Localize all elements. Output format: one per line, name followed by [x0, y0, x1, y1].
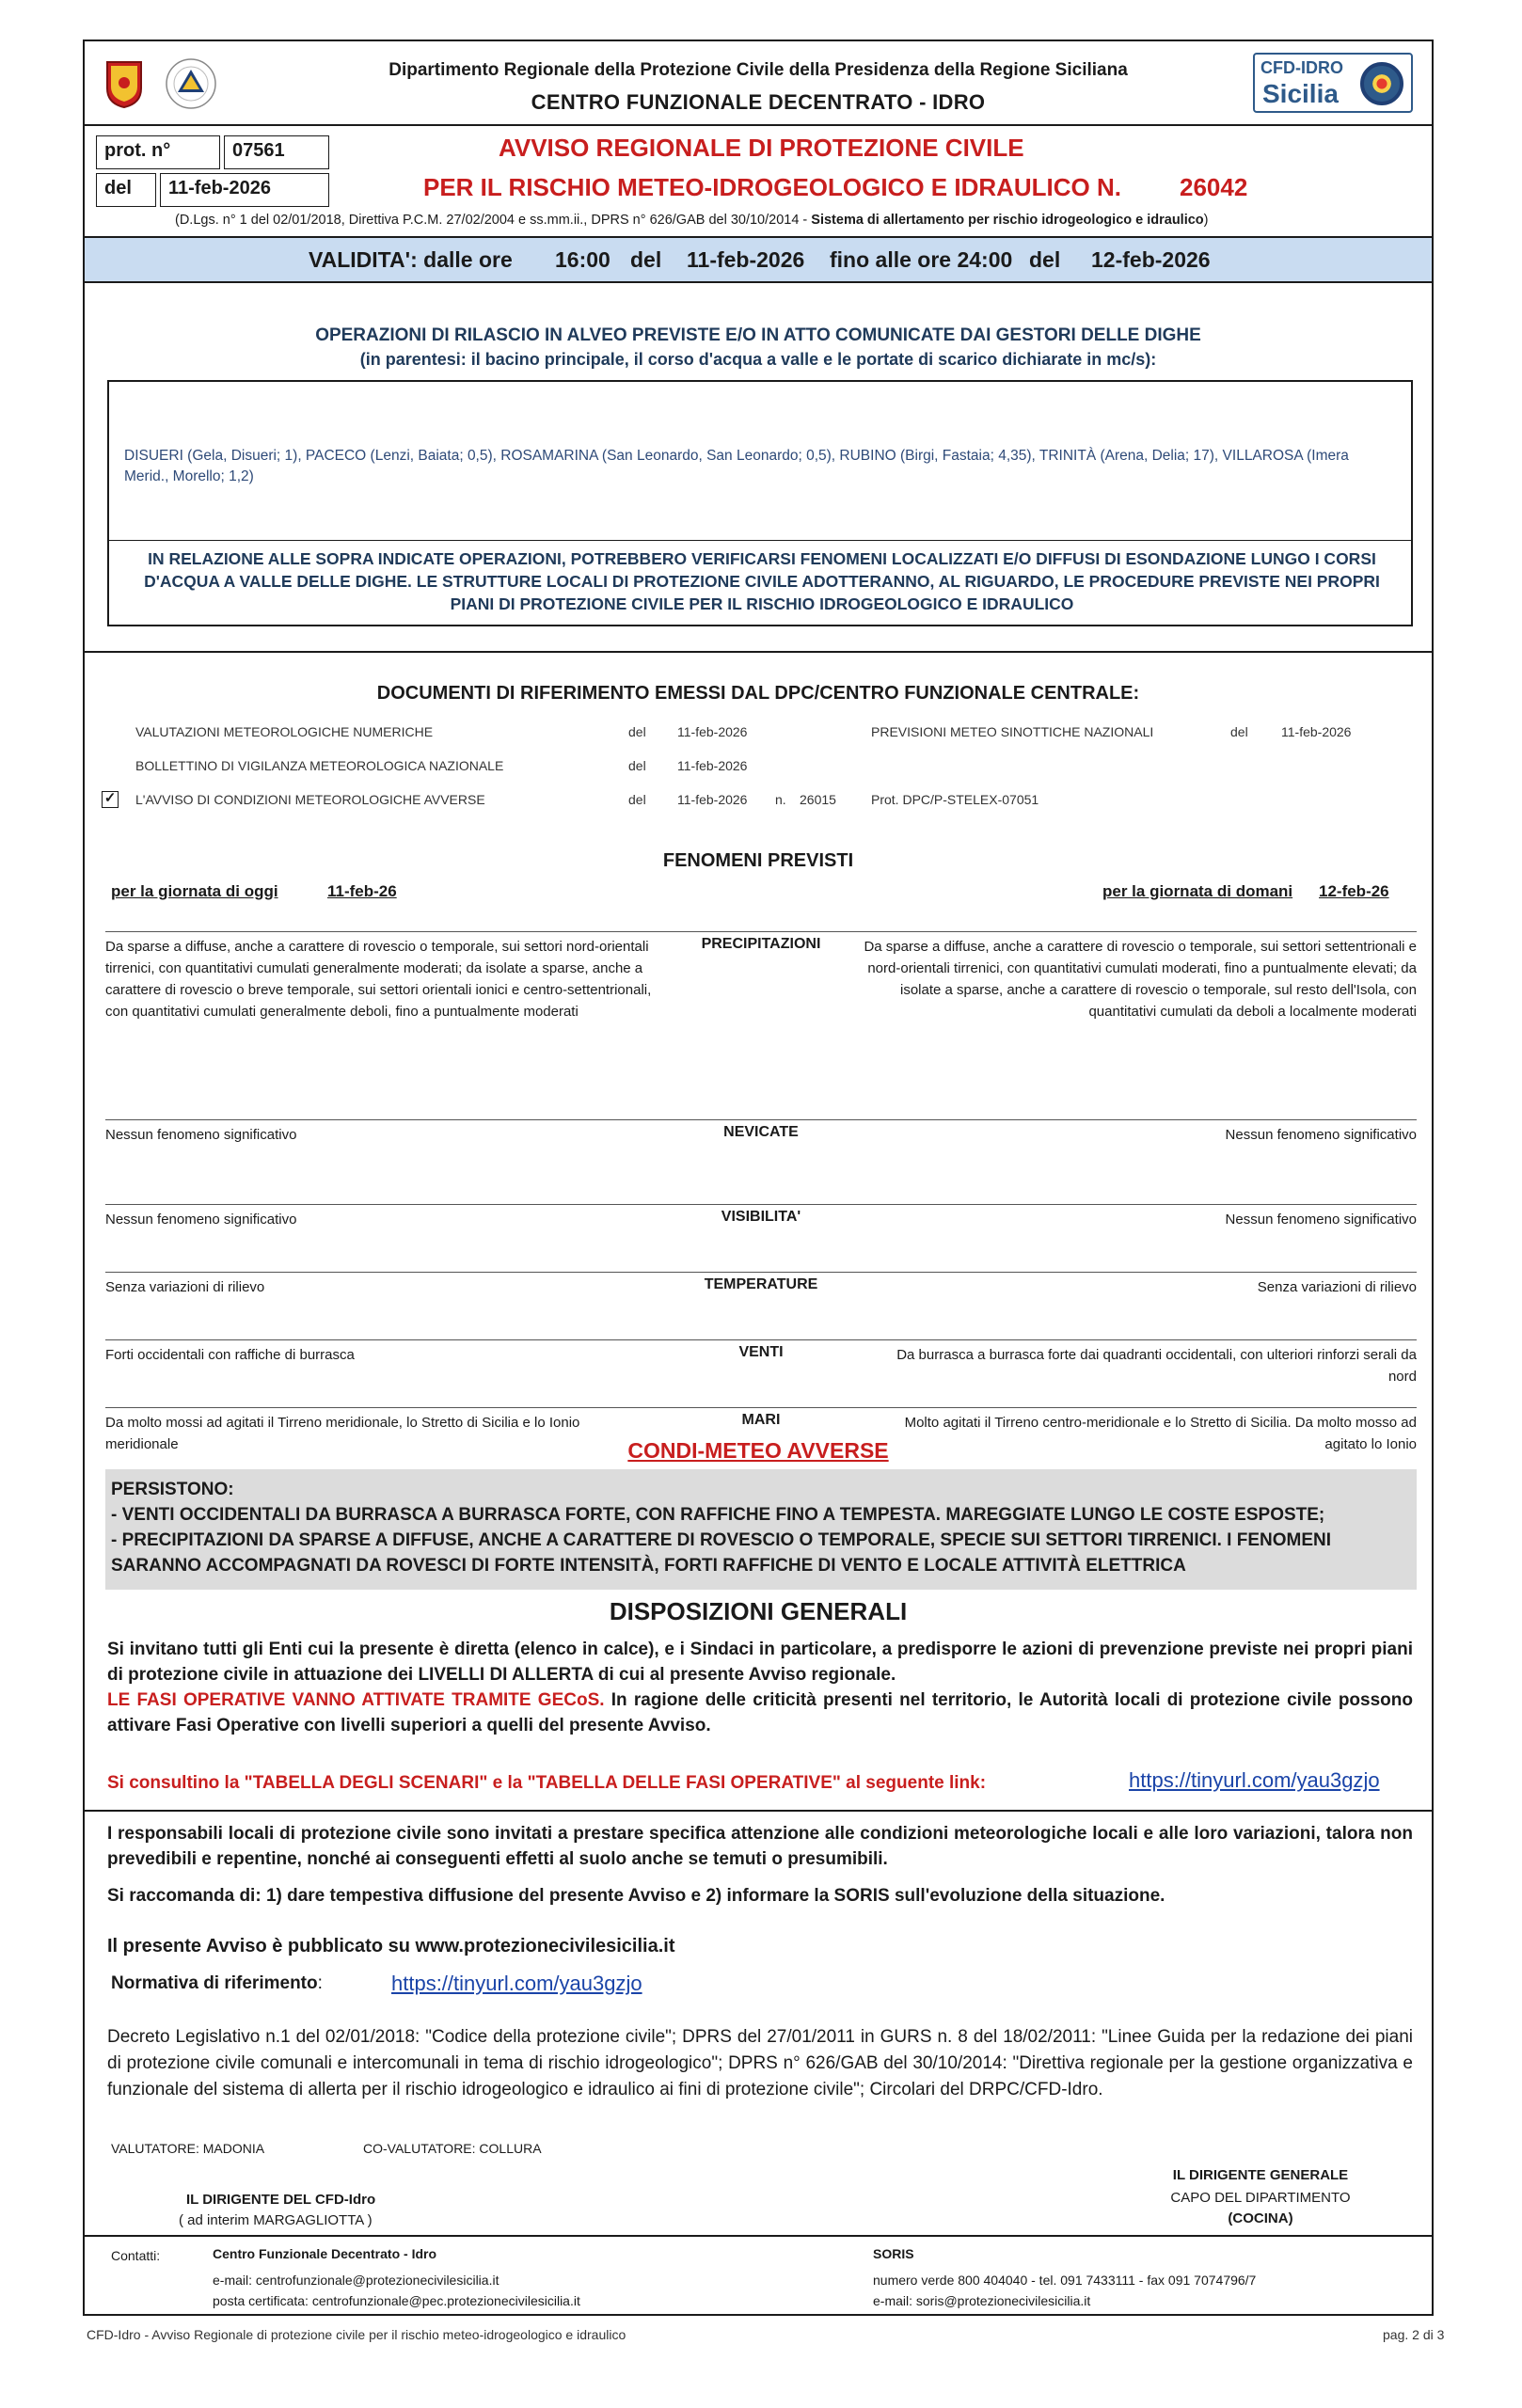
doc-date: 11-feb-2026 — [677, 724, 748, 739]
fen-row-venti — [105, 1339, 1417, 1396]
avviso-avverse-checkbox[interactable]: ✓ — [102, 791, 119, 808]
page-footer-title: CFD-Idro - Avviso Regionale di protezione civile per il rischio meteo-idrogeologico e idraulico — [87, 2327, 626, 2342]
dighe-warning: IN RELAZIONE ALLE SOPRA INDICATE OPERAZIONI, POTREBBERO VERIFICARSI FENOMENI LOCALIZZATI E/O DIFFUSI DI ESONDAZIONE LUNGO I CORSI D'ACQUA A VALLE DELLE DIGHE. LE STRUTTURE LOCALI DI PROTEZIONE CIVILE ADOTTERANNO, AL RIGUARDO, LE PROCEDURE PREVISTE NEI PROPRI PIANI DI PROTEZIONE CIVILE PER IL RISCHIO IDROGEOLOGICO E IDRAULICO — [144, 549, 1380, 613]
condi-line: - VENTI OCCIDENTALI DA BURRASCA A BURRASCA FORTE, CON RAFFICHE FINO A TEMPESTA. MAREGGIATE LUNGO LE COSTE ESPOSTE; — [111, 1505, 1325, 1525]
doc-previsioni: PREVISIONI METEO SINOTTICHE NAZIONALI — [871, 724, 1154, 739]
doc-date: 11-feb-2026 — [677, 758, 748, 773]
fen-today: Da sparse a diffuse, anche a carattere di rovescio o temporale, sui settori nord-orientali tirrenici, con quantitativi cumulati generalmente moderati; da isolate a sparse, anche a carattere di rovescio o breve temporale, sui settori orientali ionici e centro-settentrionali, con quantitativi cumulati generalmente deboli, fino a puntualmente moderati — [105, 939, 652, 1020]
centro-name: CENTRO FUNZIONALE DECENTRATO - IDRO — [531, 90, 986, 114]
prot-label: prot. n° — [96, 135, 220, 169]
divider — [85, 2235, 1432, 2237]
doc-date: 11-feb-2026 — [677, 792, 748, 807]
prot-del-label: del — [96, 173, 156, 207]
doc-del: del — [628, 758, 646, 773]
fen-tomorrow: Da sparse a diffuse, anche a carattere di rovescio o temporale, sui settori settentrionali e nord-orientali tirrenici, con quantitativi cumulati moderati, fino a puntualmente elevati; da isolate a sparse, anche a carattere di rovescio o temporale, sul resto dell'Isola, con quantitativi cumulati da deboli a localmente moderati — [864, 939, 1417, 1020]
page-number: pag. 2 di 3 — [1383, 2327, 1445, 2342]
divider — [85, 124, 1432, 126]
divider — [85, 1810, 1432, 1812]
avviso-number: 26042 — [1180, 173, 1248, 201]
condi-line: PERSISTONO: — [111, 1480, 234, 1499]
document-frame — [83, 40, 1434, 2316]
disposizioni-p5: Si raccomanda di: 1) dare tempestiva diffusione del presente Avviso e 2) informare la SORIS sull'evoluzione della situazione. — [107, 1886, 1165, 1906]
normative-refs: (D.Lgs. n° 1 del 02/01/2018, Direttiva P.C.M. 27/02/2004 e ss.mm.ii., DPRS n° 626/GAB del 30/10/2014 - Sistema di allertamento per rischio idrogeologico e idraulico) — [175, 213, 1209, 228]
dighe-box — [107, 380, 1413, 626]
cfd-contact-email: e-mail: centrofunzionale@protezionecivilesicilia.it — [213, 2273, 499, 2288]
divider — [85, 651, 1432, 653]
dighe-title: OPERAZIONI DI RILASCIO IN ALVEO PREVISTE E/O IN ATTO COMUNICATE DAI GESTORI DELLE DIGHE — [315, 325, 1201, 345]
dirigente-generale: IL DIRIGENTE GENERALE — [1172, 2167, 1349, 2183]
fen-today: Nessun fenomeno significativo — [105, 1212, 297, 1228]
valutatore: VALUTATORE: MADONIA — [111, 2141, 265, 2156]
fen-tomorrow: Molto agitati il Tirreno centro-meridionale e lo Stretto di Sicilia. Da molto mosso ad agitato lo Ionio — [904, 1415, 1417, 1452]
doc-del: del — [628, 724, 646, 739]
fen-name: MARI — [741, 1412, 781, 1428]
doc-bollettino: BOLLETTINO DI VIGILANZA METEOROLOGICA NAZIONALE — [135, 758, 504, 773]
cfd-contact-name: Centro Funzionale Decentrato - Idro — [213, 2246, 437, 2261]
today-label: per la giornata di oggi — [111, 882, 278, 900]
prot-number: 07561 — [224, 135, 329, 169]
fen-name: VISIBILITA' — [721, 1209, 801, 1225]
fen-tomorrow: Nessun fenomeno significativo — [1225, 1127, 1417, 1143]
doc-del: del — [628, 792, 646, 807]
doc-del: del — [1230, 724, 1248, 739]
dighe-list: DISUERI (Gela, Disueri; 1), PACECO (Lenzi, Baiata; 0,5), ROSAMARINA (San Leonardo, San Leonardo; 0,5), RUBINO (Birgi, Fastaia; 4,35), TRINITÀ (Arena, Delia; 17), VILLAROSA (Imera Merid., Morello; 1,2) — [124, 448, 1349, 484]
fen-name: TEMPERATURE — [704, 1276, 818, 1292]
fenomeni-title: FENOMENI PREVISTI — [662, 850, 854, 871]
normativa-label: Normativa di riferimento: — [111, 1973, 323, 1993]
soris-name: SORIS — [873, 2246, 914, 2261]
disposizioni-p3: Si consultino la "TABELLA DEGLI SCENARI" e la "TABELLA DELLE FASI OPERATIVE" al seguente link: — [107, 1773, 987, 1793]
doc-n: n. — [775, 792, 786, 807]
fen-row-visibilita — [105, 1204, 1417, 1260]
capo-dipartimento: CAPO DEL DIPARTIMENTO — [1170, 2190, 1351, 2206]
today-date: 11-feb-26 — [327, 882, 397, 900]
soris-email: e-mail: soris@protezionecivilesicilia.it — [873, 2293, 1091, 2308]
doc-number: 26015 — [800, 792, 836, 807]
doc-prot: Prot. DPC/P-STELEX-07051 — [871, 792, 1039, 807]
cfd-contact-pec: posta certificata: centrofunzionale@pec.protezionecivilesicilia.it — [213, 2293, 580, 2308]
prot-date: 11-feb-2026 — [160, 173, 329, 207]
disposizioni-p2: LE FASI OPERATIVE VANNO ATTIVATE TRAMITE GECoS. In ragione delle criticità presenti nel territorio, le Autorità locali di protezione civile possono attivare Fasi Operative con livelli superiori a quelli del presente Avviso. — [107, 1690, 1413, 1735]
fen-name: PRECIPITAZIONI — [701, 936, 821, 952]
soris-phone: numero verde 800 404040 - tel. 091 7433111 - fax 091 7074796/7 — [873, 2273, 1257, 2288]
fen-tomorrow: Nessun fenomeno significativo — [1225, 1212, 1417, 1228]
documenti-title: DOCUMENTI DI RIFERIMENTO EMESSI DAL DPC/CENTRO FUNZIONALE CENTRALE: — [376, 683, 1140, 704]
fen-today: Senza variazioni di rilievo — [105, 1279, 265, 1295]
tomorrow-label: per la giornata di domani — [1102, 882, 1293, 900]
tomorrow-date: 12-feb-26 — [1319, 882, 1389, 900]
cfd-idro-logo: CFD-IDRO Sicilia — [1253, 53, 1413, 113]
doc-avviso-avverse: L'AVVISO DI CONDIZIONI METEOROLOGICHE AVVERSE — [135, 792, 485, 807]
condi-meteo-title: CONDI-METEO AVVERSE — [627, 1438, 889, 1463]
disposizioni-title: DISPOSIZIONI GENERALI — [609, 1597, 908, 1625]
fen-row-precipitazioni — [105, 931, 1417, 1078]
dighe-subtitle: (in parentesi: il bacino principale, il corso d'acqua a valle e le portate di scarico dichiarate in mc/s): — [359, 350, 1157, 369]
doc-date: 11-feb-2026 — [1281, 724, 1352, 739]
avviso-title-1: AVVISO REGIONALE DI PROTEZIONE CIVILE — [499, 134, 1024, 162]
fen-tomorrow: Da burrasca a burrasca forte dai quadranti occidentali, con ulteriori rinforzi serali da nord — [896, 1347, 1417, 1385]
dirigente-cfd: IL DIRIGENTE DEL CFD-Idro — [186, 2192, 376, 2208]
dirigente-generale-name: (COCINA) — [1228, 2210, 1293, 2226]
co-valutatore: CO-VALUTATORE: COLLURA — [363, 2141, 542, 2156]
fen-tomorrow: Senza variazioni di rilievo — [1257, 1279, 1417, 1295]
dept-name: Dipartimento Regionale della Protezione Civile della Presidenza della Regione Siciliana — [388, 60, 1128, 80]
disposizioni-p1: Si invitano tutti gli Enti cui la presente è diretta (elenco in calce), e i Sindaci in particolare, a predisporre le azioni di prevenzione previste nei propri piani di protezione civile in attuazione dei LIVELLI DI ALLERTA di cui al presente Avviso regionale. — [107, 1640, 1413, 1685]
doc-valutazioni: VALUTAZIONI METEOROLOGICHE NUMERICHE — [135, 724, 434, 739]
scenari-link[interactable]: https://tinyurl.com/yau3gzjo — [1129, 1768, 1380, 1792]
dirigente-cfd-interim: ( ad interim MARGAGLIOTTA ) — [179, 2212, 373, 2228]
fen-row-temperature — [105, 1272, 1417, 1328]
normativa-link[interactable]: https://tinyurl.com/yau3gzjo — [391, 1972, 642, 1995]
disposizioni-p4: I responsabili locali di protezione civile sono invitati a prestare specifica attenzione alle condizioni meteorologiche locali e alle loro variazioni, talora non prevedibili e repentine, nonché ai conseguenti effetti al suolo anche se temuti o presumibili. — [107, 1824, 1413, 1869]
condi-meteo-box — [105, 1469, 1417, 1590]
avviso-title-2: PER IL RISCHIO METEO-IDROGEOLOGICO E IDRAULICO N. — [423, 173, 1122, 201]
fen-today: Forti occidentali con raffiche di burrasca — [105, 1347, 355, 1363]
contatti-label: Contatti: — [111, 2248, 161, 2263]
fen-row-nevicate — [105, 1119, 1417, 1176]
fen-name: NEVICATE — [723, 1124, 799, 1140]
fen-today: Da molto mossi ad agitati il Tirreno meridionale, lo Stretto di Sicilia e lo Ionio meridionale — [105, 1415, 580, 1452]
fen-name: VENTI — [738, 1344, 784, 1360]
normativa-text: Decreto Legislativo n.1 del 02/01/2018: "Codice della protezione civile"; DPRS del 27/01/2011 in GURS n. 8 del 18/02/2011: "Linee Guida per la redazione dei piani di protezione civile comunali e intercomunali in tema di rischio idrogeologico"; DPRS n° 626/GAB del 30/10/2014: "Direttiva regionale per la gestione organizzativa e funzionale del sistema di allerta per il rischio idrogeologico e idraulico ai fini di protezione civile"; Circolari del DRPC/CFD-Idro. — [107, 2027, 1413, 2099]
condi-line: - PRECIPITAZIONI DA SPARSE A DIFFUSE, ANCHE A CARATTERE DI ROVESCIO O TEMPORALE, SPECIE SUI SETTORI TIRRENICI. I FENOMENI SARANNO ACCOMPAGNATI DA ROVESCI DI FORTE INTENSITÀ, FORTI RAFFICHE DI VENTO E LOCALE ATTIVITÀ ELETTRICA — [111, 1530, 1332, 1576]
fen-today: Nessun fenomeno significativo — [105, 1127, 297, 1143]
validity-bar: VALIDITA': dalle ore 16:00 del 11-feb-2026 fino alle ore 24:00 del 12-feb-2026 — [85, 236, 1432, 283]
disposizioni-p6: Il presente Avviso è pubblicato su www.protezionecivilesicilia.it — [107, 1936, 675, 1956]
